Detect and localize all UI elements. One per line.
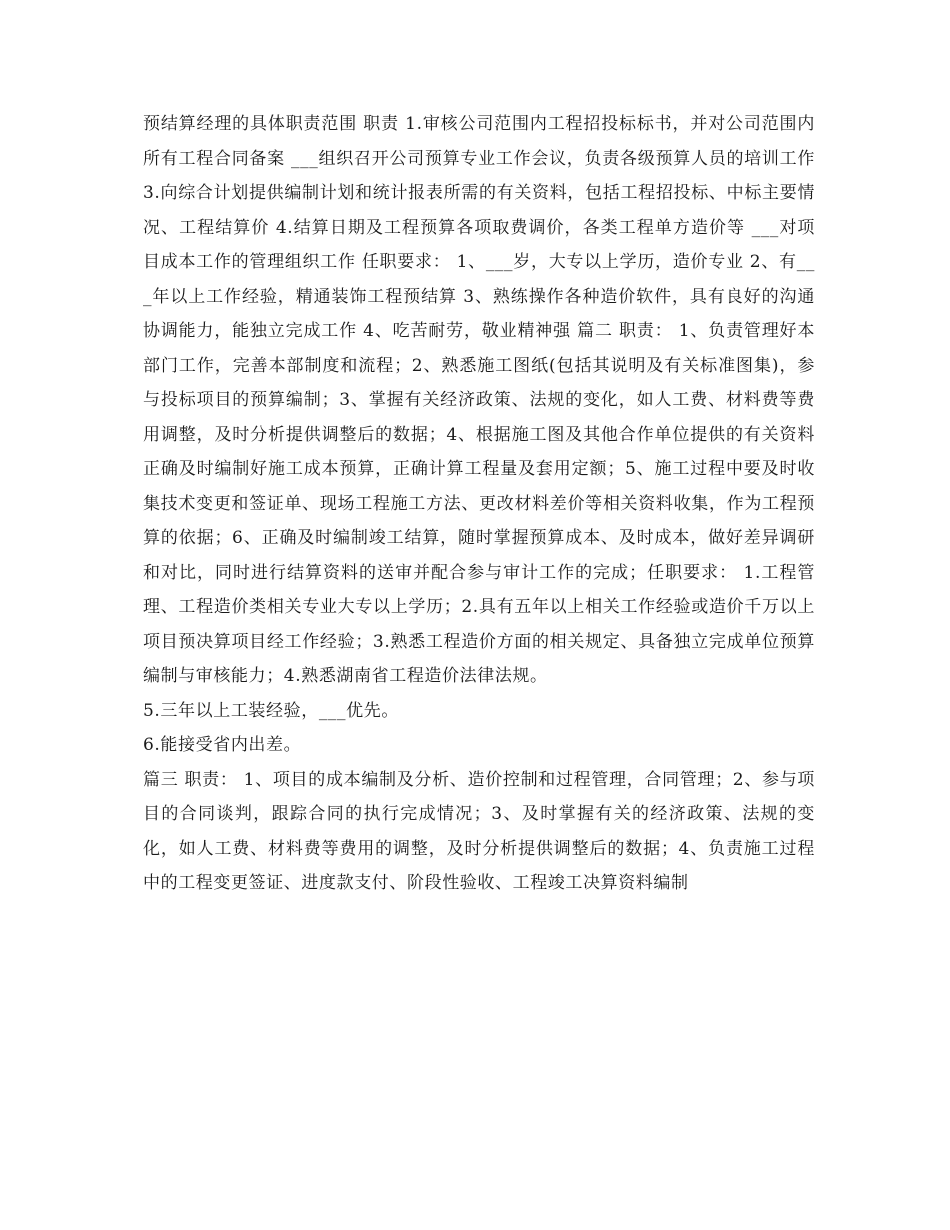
paragraph-part-three: 篇三 职责： 1、项目的成本编制及分析、造价控制和过程管理，合同管理；2、参与项目的合同谈判，跟踪合同的执行完成情况；3、及时掌握有关的经济政策、法规的变化，如人工费、材料费等费用的调整，及时分析提供调整后的数据；4、负责施工过程中的工程变更签证、进度款支付、阶段性验收、工程竣工决算资料编制 (143, 769, 815, 893)
paragraph-requirement-6: 6.能接受省内出差。 (143, 735, 302, 755)
paragraph-requirement-5: 5.三年以上工装经验，___优先。 (143, 700, 399, 721)
paragraph-job-responsibilities: 预结算经理的具体职责范围 职责 1.审核公司范围内工程招投标标书，并对公司范围内所有工程合同备案 ___组织召开公司预算专业工作会议，负责各级预算人员的培训工作 3.向综合计划提供编制计划和统计报表所需的有关资料，包括工程招投标、中标主要情况、工程结算价 4.结算日期及工程预算各项取费调价，各类工程单方造价等 ___对项目成本工作的管理组织工作 任职要求： 1、___岁，大专以上学历，造价专业 2、有___年以上工作经验，精通装饰工程预结算 3、熟练操作各种造价软件，具有良好的沟通协调能力，能独立完成工作 4、吃苦耐劳，敬业精神强 篇二 职责： 1、负责管理好本部门工作，完善本部制度和流程；2、熟悉施工图纸(包括其说明及有关标准图集)，参与投标项目的预算编制；3、掌握有关经济政策、法规的变化，如人工费、材料费等费用调整，及时分析提供调整后的数据；4、根据施工图及其他合作单位提供的有关资料正确及时编制好施工成本预算，正确计算工程量及套用定额；5、施工过程中要及时收集技术变更和签证单、现场工程施工方法、更改材料差价等相关资料收集，作为工程预算的依据；6、正确及时编制竣工结算，随时掌握预算成本、及时成本，做好差异调研和对比，同时进行结算资料的送审并配合参与审计工作的完成；任职要求： 1.工程管理、工程造价类相关专业大专以上学历；2.具有五年以上相关工作经验或造价千万以上项目预决算项目经工作经验；3.熟悉工程造价方面的相关规定、具备独立完成单位预算编制与审核能力；4.熟悉湖南省工程造价法律法规。 (143, 114, 815, 686)
document-body (143, 107, 815, 901)
